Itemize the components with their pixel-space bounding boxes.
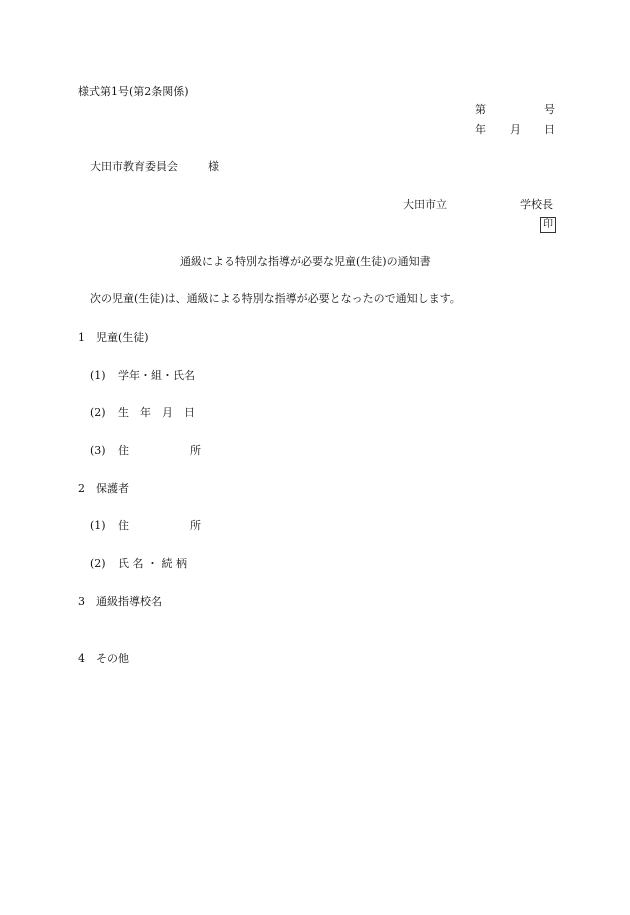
date-year: 年 — [475, 123, 486, 136]
sender-city-school: 大田市立 — [403, 198, 447, 211]
section-1-number: 1 — [78, 331, 85, 344]
intro-text: 次の児童(生徒)は、通級による特別な指導が必要となったので通知します。 — [90, 292, 461, 305]
section-2-item-1-label-a: 住 — [118, 519, 129, 532]
doc-number-go: 号 — [544, 103, 555, 116]
seal-stamp: 印 — [540, 217, 556, 233]
section-2-item-1-num: (1) — [90, 519, 106, 532]
document-title: 通級による特別な指導が必要な児童(生徒)の通知書 — [180, 255, 431, 268]
section-1-item-3-label-a: 住 — [118, 444, 129, 457]
section-3-heading: 通級指導校名 — [96, 595, 162, 608]
section-1-item-2-label: 生 年 月 日 — [118, 406, 195, 419]
section-1-item-1-num: (1) — [90, 369, 106, 382]
date-month: 月 — [510, 123, 521, 136]
date-day: 日 — [544, 123, 555, 136]
doc-number-dai: 第 — [475, 103, 486, 116]
section-1-item-2-num: (2) — [90, 406, 106, 419]
section-1-item-3-label-b: 所 — [190, 444, 201, 457]
section-2-heading: 保護者 — [96, 482, 129, 495]
section-2-item-1-label-b: 所 — [190, 519, 201, 532]
section-4-heading: その他 — [96, 652, 129, 665]
section-4-number: 4 — [78, 652, 85, 665]
section-1-item-3-num: (3) — [90, 444, 106, 457]
section-1-item-1-label: 学年・組・氏名 — [118, 369, 195, 382]
addressee-honorific: 様 — [208, 160, 219, 173]
section-2-item-2-label: 氏 名 ・ 続 柄 — [118, 557, 187, 570]
section-2-item-2-num: (2) — [90, 557, 106, 570]
form-number: 様式第1号(第2条関係) — [78, 85, 189, 98]
sender-title: 学校長 — [520, 198, 553, 211]
section-2-number: 2 — [78, 482, 85, 495]
section-3-number: 3 — [78, 595, 85, 608]
section-1-heading: 児童(生徒) — [96, 331, 149, 344]
addressee-name: 大田市教育委員会 — [90, 160, 178, 173]
